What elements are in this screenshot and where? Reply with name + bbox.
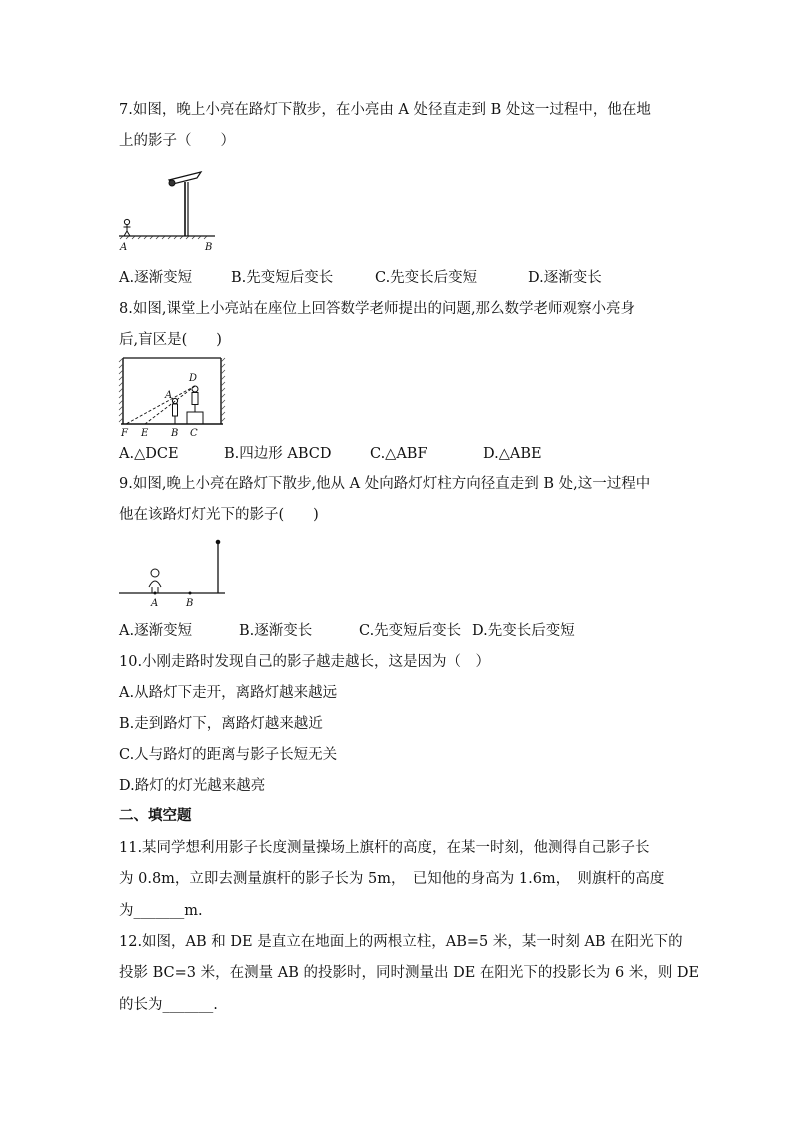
q10-stem: 10.小刚走路时发现自己的影子越走越长，这是因为（ ） <box>119 654 491 670</box>
q8-student-figure <box>172 398 177 424</box>
q9-option-b: B.逐渐变长 <box>239 623 313 639</box>
q8-stem-line2: 后,盲区是( ) <box>119 332 222 348</box>
q7-stem-line2: 上的影子（ ） <box>119 133 235 149</box>
q7-label-a: A <box>120 242 128 253</box>
q8-label-a: A <box>165 390 173 401</box>
q8-label-d: D <box>189 373 198 384</box>
q8-label-b: B <box>171 428 179 439</box>
q7-lamp-post <box>169 172 201 236</box>
q9-stem-line1: 9.如图,晚上小亮在路灯下散步,他从 A 处向路灯灯柱方向径直走到 B 处,这一过程中 <box>119 476 651 492</box>
q8-option-d: D.△ABE <box>483 446 542 462</box>
q8-option-c: C.△ABF <box>370 446 428 462</box>
q10-option-c: C.人与路灯的距离与影子长短无关 <box>119 747 338 763</box>
q11-line1: 11.某同学想利用影子长度测量操场上旗杆的高度，在某一时刻，他测得自己影子长 <box>119 840 650 856</box>
q8-label-e: E <box>141 428 149 439</box>
q9-lamp-post <box>216 540 220 593</box>
q12-line3: 的长为_______. <box>119 997 218 1013</box>
q7-option-a: A.逐渐变短 <box>119 270 193 286</box>
q12-line1: 12.如图，AB 和 DE 是直立在地面上的两根立柱，AB=5 米，某一时刻 AB 在阳光下的 <box>119 934 683 950</box>
q8-sight-lines <box>126 386 195 424</box>
q10-option-a: A.从路灯下走开，离路灯越来越远 <box>119 685 338 701</box>
q12-line2: 投影 BC=3 米，在测量 AB 的投影时，同时测量出 DE 在阳光下的投影长为 6 米，则 DE <box>119 965 700 981</box>
q11-line2: 为 0.8m，立即去测量旗杆的影子长为 5m， 已知他的身高为 1.6m， 则旗杆的高度 <box>119 871 665 887</box>
q9-point-b <box>189 592 192 595</box>
q10-option-d: D.路灯的灯光越来越亮 <box>119 778 266 794</box>
q7-streetlight-figure <box>117 162 217 254</box>
q9-option-c: C.先变短后变长 <box>359 623 462 639</box>
q9-label-a: A <box>151 598 159 609</box>
q9-option-d: D.先变长后变短 <box>472 623 575 639</box>
q9-option-a: A.逐渐变短 <box>119 623 193 639</box>
q9-stem-line2: 他在该路灯灯光下的影子( ) <box>119 507 319 523</box>
q8-label-f: F <box>121 428 128 439</box>
q7-option-d: D.逐渐变长 <box>528 270 602 286</box>
q9-streetlight-figure <box>117 537 229 611</box>
q8-option-b: B.四边形 ABCD <box>224 446 332 462</box>
q7-option-b: B.先变短后变长 <box>231 270 334 286</box>
q7-stem-line1: 7.如图，晚上小亮在路灯下散步，在小亮由 A 处径直走到 B 处这一过程中，他在地 <box>119 102 651 118</box>
q9-person-figure <box>149 569 161 593</box>
q7-option-c: C.先变长后变短 <box>375 270 478 286</box>
q9-label-b: B <box>186 598 194 609</box>
q7-label-b: B <box>205 242 213 253</box>
q8-option-a: A.△DCE <box>119 446 179 462</box>
q9-point-a <box>154 592 157 595</box>
q7-person-figure <box>124 219 131 236</box>
q11-line3: 为_______m. <box>119 903 203 919</box>
q8-classroom-figure <box>117 354 229 440</box>
q10-option-b: B.走到路灯下，离路灯越来越近 <box>119 716 323 732</box>
q8-stem-line1: 8.如图,课堂上小亮站在座位上回答数学老师提出的问题,那么数学老师观察小亮身 <box>119 301 636 317</box>
section-heading-fill-in: 二、填空题 <box>119 807 192 824</box>
q8-teacher-figure <box>187 386 203 424</box>
q8-label-c: C <box>190 428 198 439</box>
